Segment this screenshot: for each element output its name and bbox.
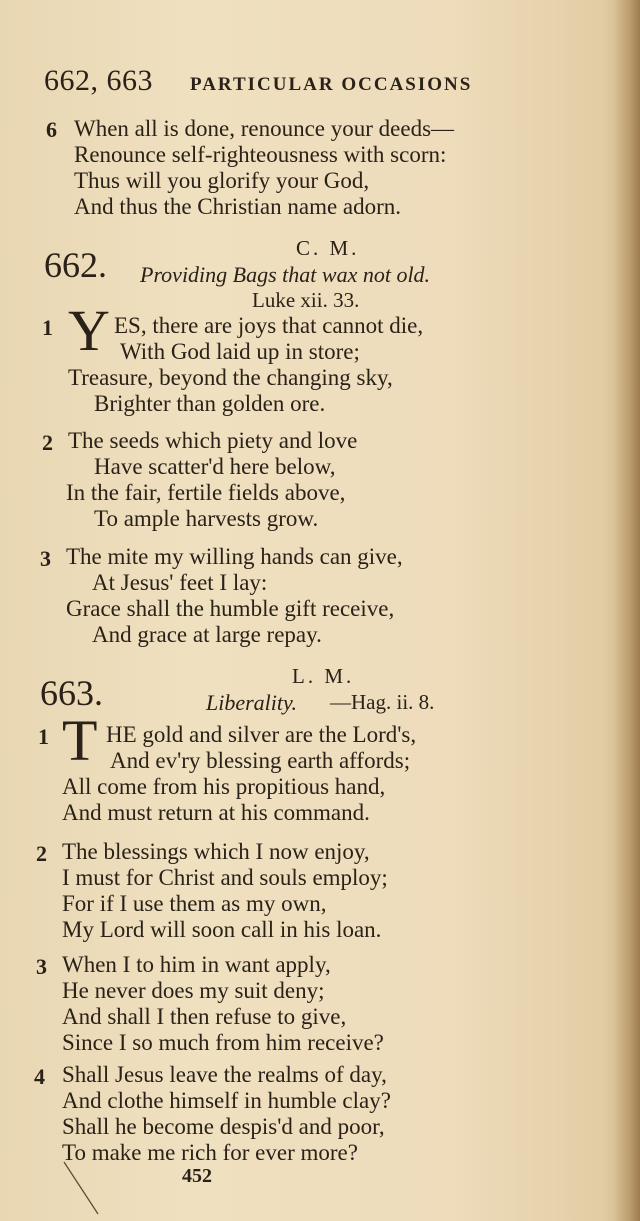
page-edge-shadow bbox=[614, 0, 640, 1221]
verse-line: In the fair, fertile fields above, bbox=[66, 480, 346, 505]
verse-line: And grace at large repay. bbox=[92, 622, 322, 647]
verse-line: And ev'ry blessing earth affords; bbox=[110, 748, 411, 773]
verse-line: For if I use them as my own, bbox=[62, 891, 327, 916]
header-section-title: PARTICULAR OCCASIONS bbox=[190, 74, 473, 95]
verse-line: All come from his propitious hand, bbox=[62, 774, 386, 799]
hymn-title: Liberality. bbox=[206, 690, 298, 715]
verse-line: With God laid up in store; bbox=[120, 339, 360, 364]
stanza-number: 4 bbox=[34, 1064, 45, 1089]
verse-line: The mite my willing hands can give, bbox=[66, 544, 403, 569]
stanza-number: 2 bbox=[36, 841, 47, 866]
stanza-number: 1 bbox=[42, 315, 53, 340]
verse-line: Thus will you glorify your God, bbox=[74, 168, 370, 193]
verse-line: To make me rich for ever more? bbox=[62, 1140, 358, 1165]
verse-line: To ample harvests grow. bbox=[94, 506, 319, 531]
verse-line: Shall Jesus leave the realms of day, bbox=[62, 1062, 387, 1087]
verse-line: Since I so much from him receive? bbox=[62, 1030, 384, 1055]
verse-line: And thus the Christian name adorn. bbox=[74, 194, 402, 219]
pencil-mark-icon bbox=[62, 1160, 102, 1216]
verse-line: When I to him in want apply, bbox=[62, 952, 331, 977]
verse-line: And must return at his command. bbox=[62, 800, 370, 825]
drop-cap: Y bbox=[68, 298, 110, 363]
hymn-title: Providing Bags that wax not old. bbox=[140, 262, 431, 287]
verse-line: Renounce self-righteousness with scorn: bbox=[74, 142, 447, 167]
verse-line: And shall I then refuse to give, bbox=[62, 1004, 347, 1029]
verse-line: He never does my suit deny; bbox=[62, 978, 325, 1003]
verse-line: Brighter than golden ore. bbox=[94, 391, 326, 416]
hymn-number: 662. bbox=[44, 245, 107, 285]
hymn-meter: L. M. bbox=[292, 664, 355, 688]
verse-line: The seeds which piety and love bbox=[68, 428, 358, 453]
verse-line: ES, there are joys that cannot die, bbox=[114, 313, 424, 338]
header-hymn-numbers: 662, 663 bbox=[44, 64, 153, 97]
verse-line: Shall he become despis'd and poor, bbox=[62, 1114, 385, 1139]
hymn-meter: C. M. bbox=[296, 236, 360, 260]
drop-cap: T bbox=[62, 708, 98, 773]
hymn-number: 663. bbox=[40, 673, 103, 713]
verse-line: I must for Christ and souls employ; bbox=[62, 865, 388, 890]
stanza-number: 3 bbox=[40, 546, 51, 571]
verse-line: The blessings which I now enjoy, bbox=[62, 839, 370, 864]
verse-line: Have scatter'd here below, bbox=[94, 454, 336, 479]
verse-line: Grace shall the humble gift receive, bbox=[66, 596, 395, 621]
scripture-reference: Luke xii. 33. bbox=[252, 288, 360, 312]
page-number: 452 bbox=[182, 1165, 212, 1187]
scripture-reference: —Hag. ii. 8. bbox=[330, 690, 435, 714]
verse-line: My Lord will soon call in his loan. bbox=[62, 917, 382, 942]
verse-line: Treasure, beyond the changing sky, bbox=[68, 365, 393, 390]
stanza-number: 3 bbox=[36, 954, 47, 979]
verse-line: HE gold and silver are the Lord's, bbox=[106, 722, 417, 747]
verse-line: And clothe himself in humble clay? bbox=[62, 1088, 391, 1113]
stanza-number: 1 bbox=[38, 724, 49, 749]
verse-line: At Jesus' feet I lay: bbox=[92, 570, 268, 595]
stanza-number: 6 bbox=[46, 117, 57, 142]
verse-line: When all is done, renounce your deeds— bbox=[74, 116, 455, 141]
stanza-number: 2 bbox=[42, 430, 53, 455]
